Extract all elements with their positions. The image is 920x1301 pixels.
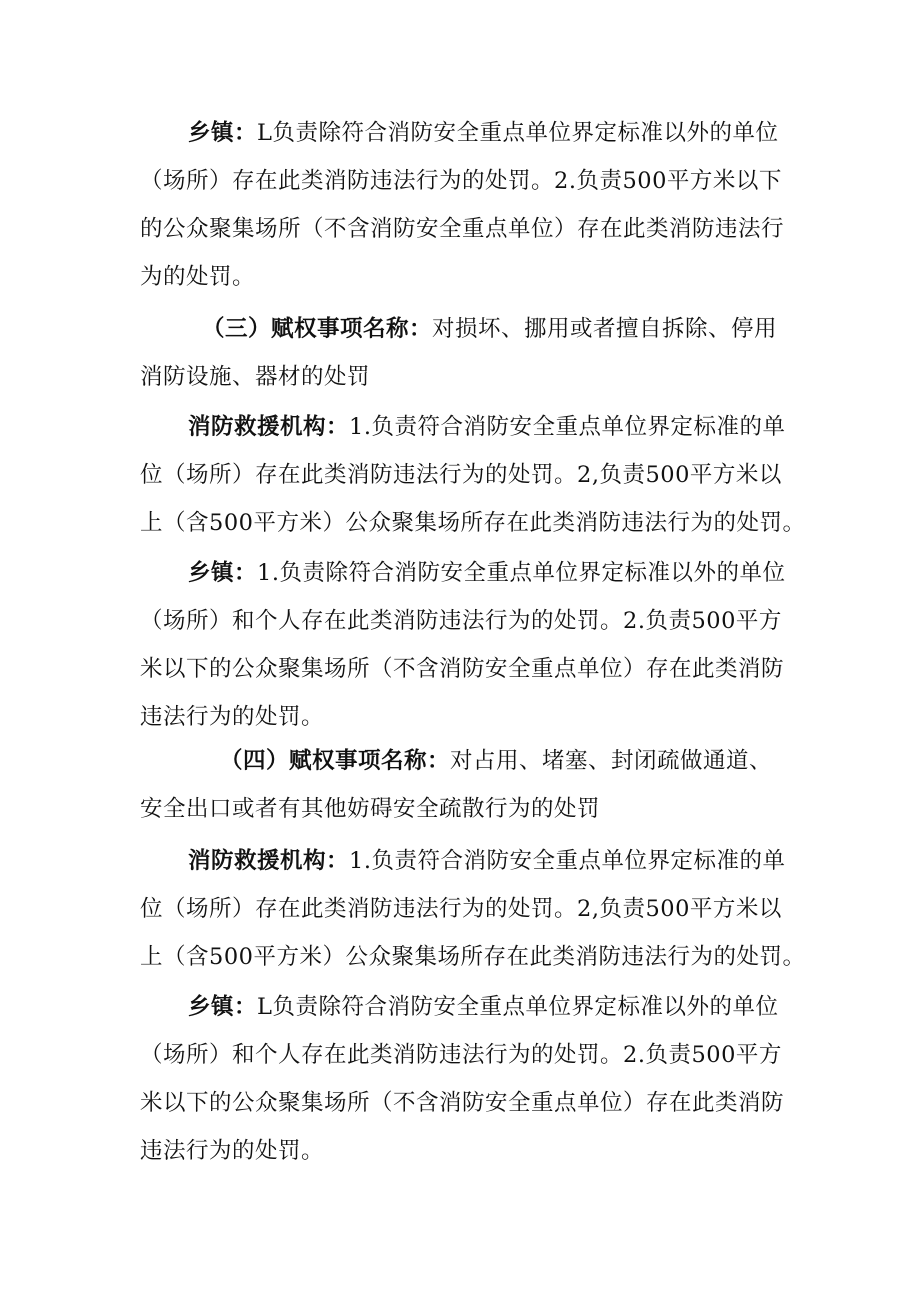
- line-text: （场所）和个人存在此类消防违法行为的处罚。2.负责500平方: [140, 608, 782, 634]
- line-text: 消防设施、器材的处罚: [140, 364, 371, 390]
- line-text: 对占用、堵塞、封闭疏做通道、: [450, 748, 773, 774]
- paragraph-line: [140, 110, 848, 156]
- line-text: 的公众聚集场所（不含消防安全重点单位）存在此类消防违法行: [140, 216, 785, 242]
- fire-rescue-label: 消防救援机构：: [188, 848, 350, 874]
- paragraph-line: [140, 1128, 800, 1174]
- paragraph-line: [140, 354, 800, 400]
- line-text: 为的处罚。: [140, 264, 256, 290]
- paragraph-line: [140, 838, 848, 884]
- paragraph-line: [140, 886, 800, 932]
- line-text: 1.负责符合消防安全重点单位界定标准的单: [349, 414, 786, 440]
- line-text: L负责除符合消防安全重点单位界定标准以外的单位: [257, 994, 779, 1020]
- line-text: 米以下的公众聚集场所（不含消防安全重点单位）存在此类消防: [140, 1090, 785, 1116]
- township-label: 乡镇：: [188, 994, 258, 1020]
- line-text: 位（场所）存在此类消防违法行为的处罚。2,负责500平方米以: [140, 462, 782, 488]
- line-text: 对损坏、挪用或者擅自拆除、停用: [432, 316, 778, 342]
- paragraph-line: [140, 984, 848, 1030]
- line-text: 1.负责符合消防安全重点单位界定标准的单: [349, 848, 786, 874]
- paragraph-line: [140, 1032, 800, 1078]
- paragraph-line: [140, 500, 806, 546]
- township-label: 乡镇：: [188, 560, 258, 586]
- line-text: 安全出口或者有其他妨碍安全疏散行为的处罚: [140, 796, 601, 822]
- paragraph-line: [140, 646, 800, 692]
- section-heading-line: [140, 306, 862, 352]
- paragraph-line: [140, 694, 800, 740]
- paragraph-line: [140, 206, 800, 252]
- paragraph-line: [140, 598, 800, 644]
- line-text: （场所）和个人存在此类消防违法行为的处罚。2.负责500平方: [140, 1042, 782, 1068]
- paragraph-line: [140, 934, 806, 980]
- paragraph-line: [140, 550, 848, 596]
- section-heading-line: [140, 738, 880, 784]
- line-text: （场所）存在此类消防违法行为的处罚。2.负责500平方米以下: [140, 168, 782, 194]
- paragraph-line: [140, 452, 800, 498]
- line-text: 米以下的公众聚集场所（不含消防安全重点单位）存在此类消防: [140, 656, 785, 682]
- line-text: 位（场所）存在此类消防违法行为的处罚。2,负责500平方米以: [140, 896, 782, 922]
- paragraph-line: [140, 404, 848, 450]
- line-text: 违法行为的处罚。: [140, 1138, 325, 1164]
- paragraph-line: [140, 1080, 800, 1126]
- fire-rescue-label: 消防救援机构：: [188, 414, 350, 440]
- line-text: L负责除符合消防安全重点单位界定标准以外的单位: [257, 120, 779, 146]
- section-heading-label: （三）赋权事项名称：: [202, 316, 433, 342]
- paragraph-line: [140, 254, 800, 300]
- line-text: 上（含500平方米）公众聚集场所存在此类消防违法行为的处罚。: [140, 510, 806, 536]
- township-label: 乡镇：: [188, 120, 258, 146]
- paragraph-line: [140, 158, 800, 204]
- line-text: 上（含500平方米）公众聚集场所存在此类消防违法行为的处罚。: [140, 944, 806, 970]
- line-text: 1.负责除符合消防安全重点单位界定标准以外的单位: [257, 560, 786, 586]
- section-heading-label: （四）赋权事项名称：: [220, 748, 451, 774]
- paragraph-line: [140, 786, 800, 832]
- line-text: 违法行为的处罚。: [140, 704, 325, 730]
